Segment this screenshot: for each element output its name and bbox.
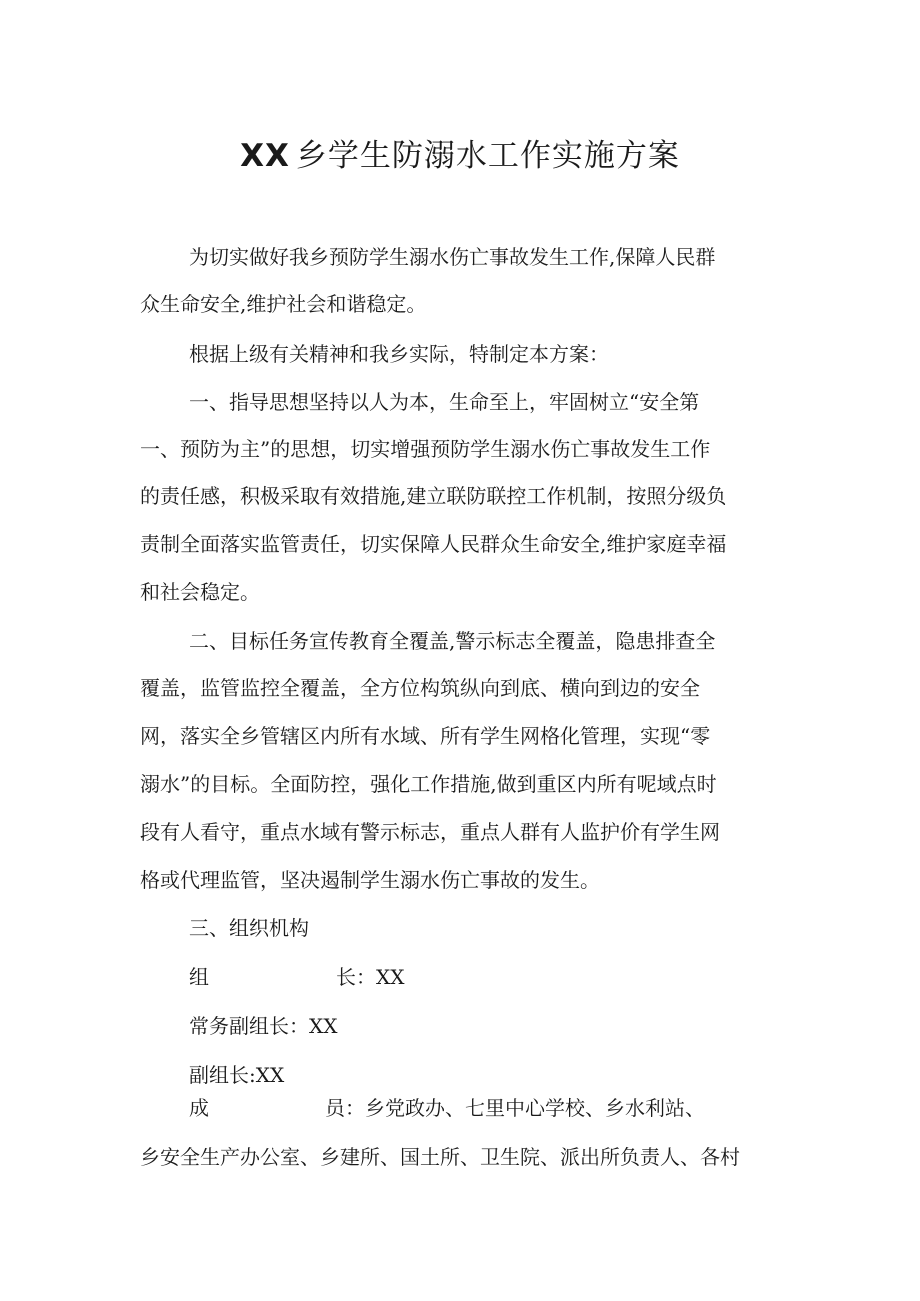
title-text: 乡学生防溺水工作实施方案 <box>295 138 680 174</box>
org-deputy: 副组长:XX <box>189 1063 285 1087</box>
paragraph-line: 溺水”的目标。全面防控，强化工作措施,做到重区内所有呢域点时 <box>140 772 717 796</box>
org-members-label-b: 员：乡党政办、七里中心学校、乡水利站、 <box>325 1096 705 1120</box>
document-title <box>0 134 920 178</box>
org-leader <box>189 963 404 991</box>
paragraph-line: 责制全面落实监管责任，切实保障人民群众生命安全,维护家庭幸福 <box>140 532 727 556</box>
org-exec-deputy: 常务副组长：XX <box>189 1014 338 1038</box>
paragraph-line: 覆盖，监管监控全覆盖，全方位构筑纵向到底、横向到边的安全 <box>140 676 700 700</box>
paragraph-line: 一、指导思想坚持以人为本，生命至上，牢固树立“安全第 <box>189 390 700 414</box>
section-heading: 三、组织机构 <box>189 916 309 940</box>
paragraph-line: 的责任感，积极采取有效措施,建立联防联控工作机制，按照分级负 <box>140 484 727 508</box>
org-leader-label-a: 组 <box>189 965 209 989</box>
paragraph-line: 网，落实全乡管辖区内所有水域、所有学生网格化管理，实现“零 <box>140 724 711 748</box>
org-leader-label-b: 长：XX <box>336 965 405 989</box>
org-members-continued: 乡安全生产办公室、乡建所、国土所、卫生院、派出所负责人、各村 <box>140 1145 740 1169</box>
paragraph-line: 和社会稳定。 <box>140 580 260 604</box>
paragraph-line: 格或代理监管，坚决遏制学生溺水伤亡事故的发生。 <box>140 868 600 892</box>
paragraph-line: 众生命安全,维护社会和谐稳定。 <box>140 292 427 316</box>
paragraph-line: 段有人看守，重点水域有警示标志，重点人群有人监护价有学生网 <box>140 820 720 844</box>
title-prefix: XX <box>240 138 290 174</box>
org-members-label-a: 成 <box>189 1096 209 1120</box>
paragraph-line: 根据上级有关精神和我乡实际，特制定本方案： <box>189 342 609 366</box>
paragraph-line: 一、预防为主”的思想，切实增强预防学生溺水伤亡事故发生工作 <box>140 437 711 461</box>
paragraph-line: 为切实做好我乡预防学生溺水伤亡事故发生工作,保障人民群 <box>189 245 716 269</box>
paragraph-line: 二、目标任务宣传教育全覆盖,警示标志全覆盖，隐患排查全 <box>189 629 716 653</box>
org-members <box>189 1094 705 1122</box>
